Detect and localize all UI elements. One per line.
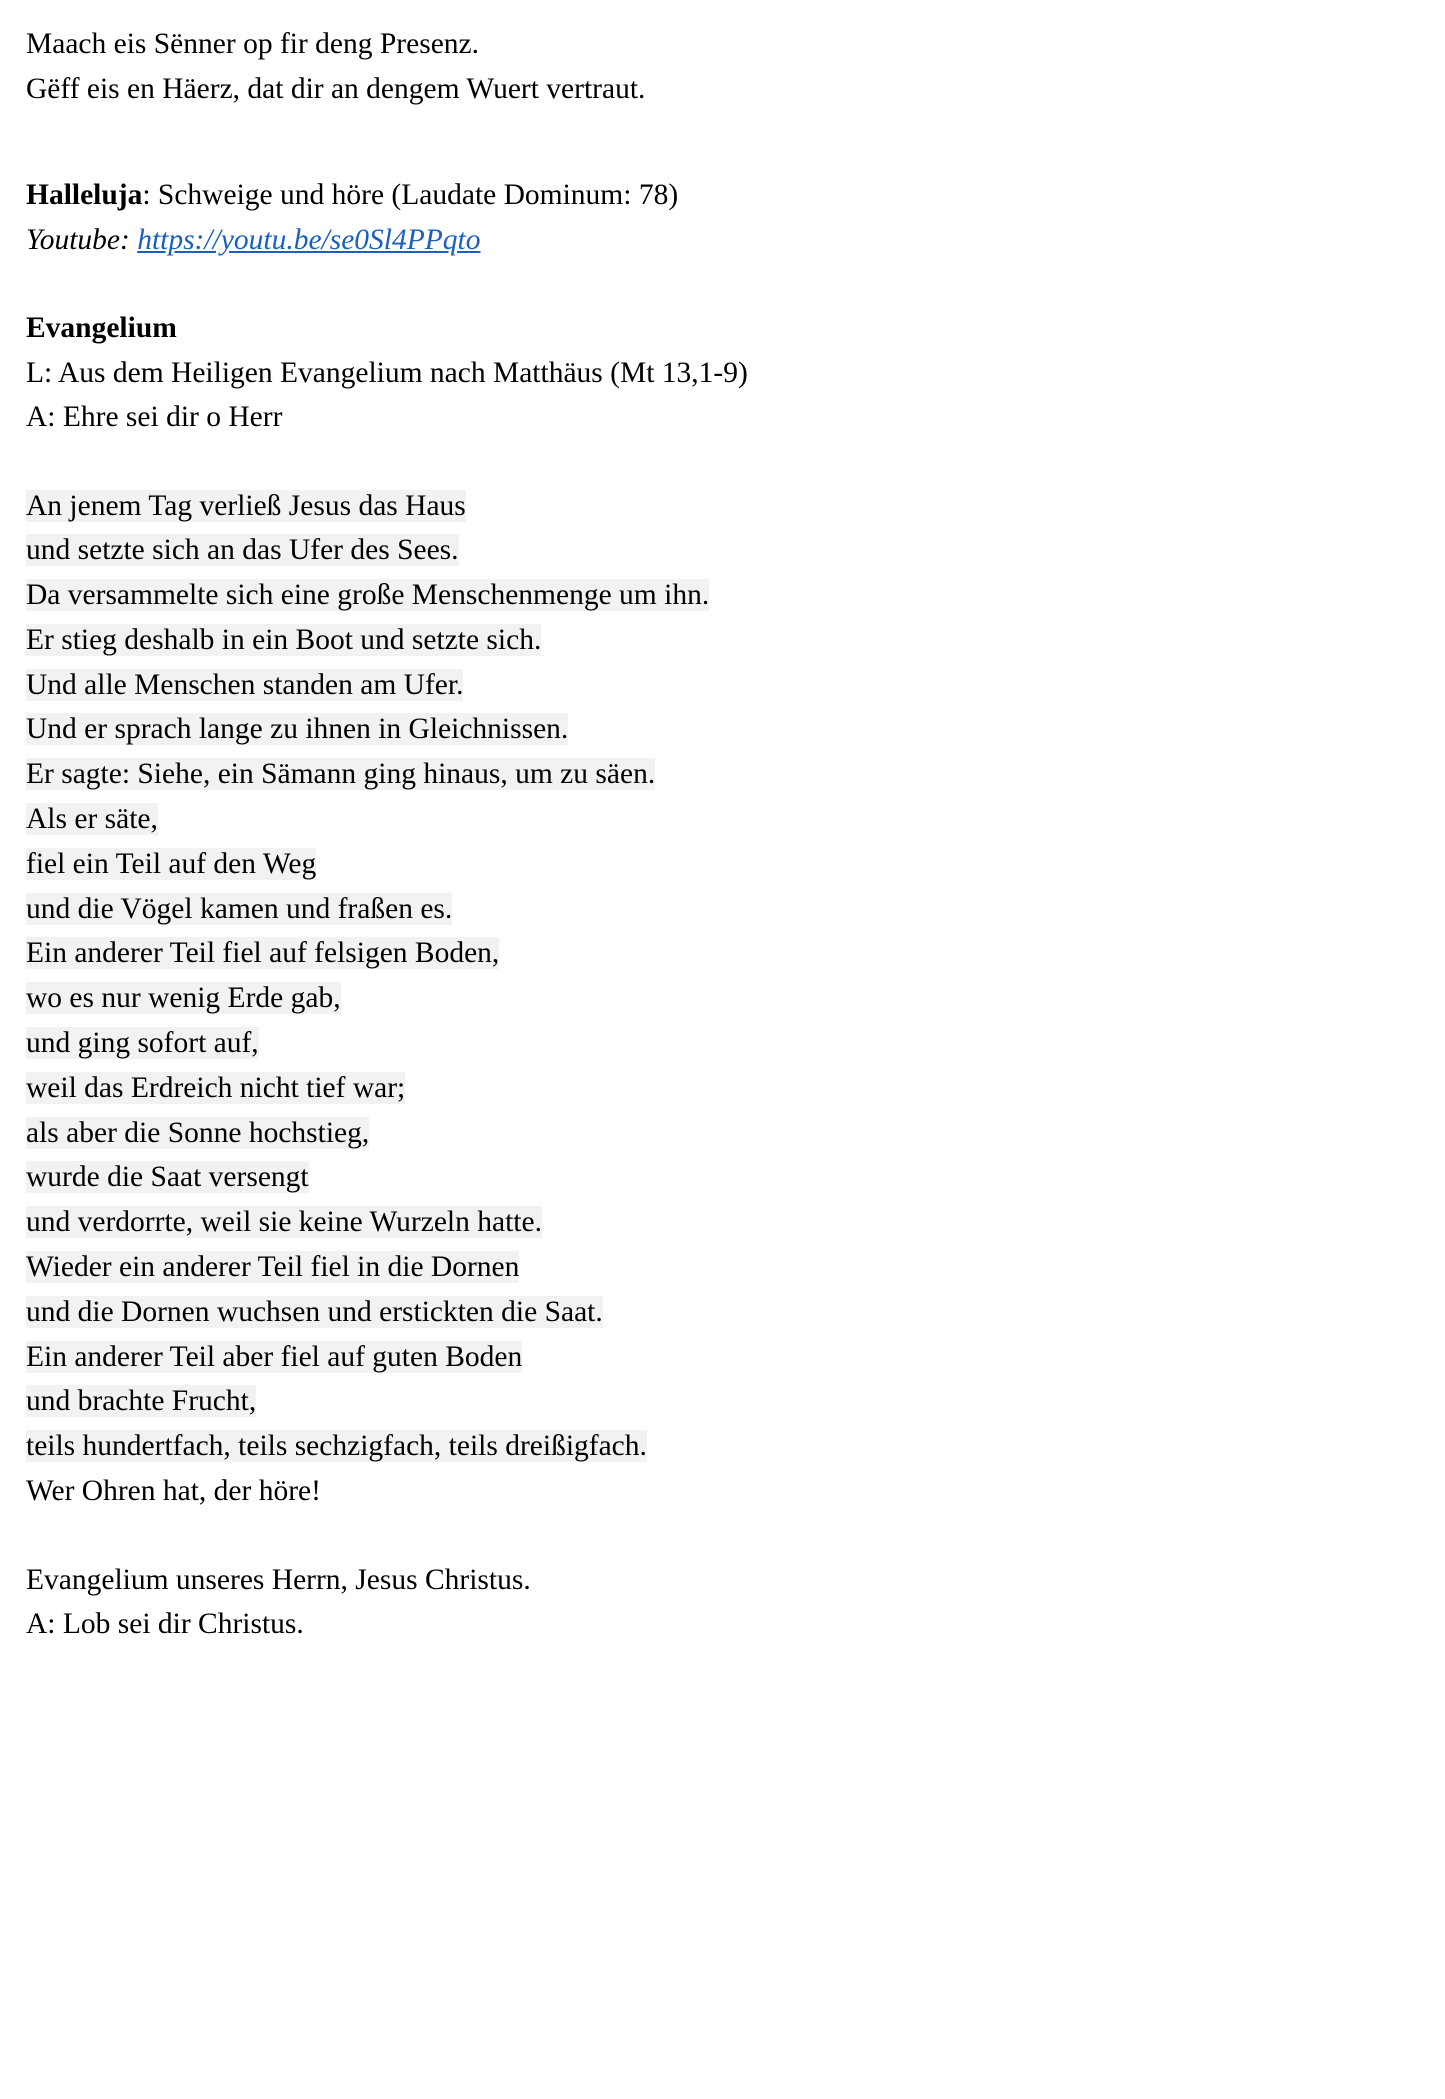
gospel-line-text: und die Dornen wuchsen und erstickten die Saat. [26, 1295, 603, 1328]
gospel-line-text: Und alle Menschen standen am Ufer. [26, 668, 464, 701]
gospel-line [26, 797, 1385, 842]
gospel-line [26, 618, 1385, 663]
gospel-line-text: und verdorrte, weil sie keine Wurzeln hatte. [26, 1206, 542, 1239]
gospel-line [26, 1379, 1385, 1424]
gospel-line [26, 1245, 1385, 1290]
gospel-line [26, 707, 1385, 752]
gospel-line-text: und ging sofort auf, [26, 1027, 259, 1060]
gospel-line-text: Und er sprach lange zu ihnen in Gleichnissen. [26, 713, 569, 746]
gospel-closing-1: Evangelium unseres Herrn, Jesus Christus. [26, 1563, 531, 1596]
gospel-line [26, 1335, 1385, 1380]
gospel-line [26, 573, 1385, 618]
gospel-line-text: Er stieg deshalb in ein Boot und setzte sich. [26, 623, 542, 656]
gospel-line-text: Wieder ein anderer Teil fiel in die Dornen [26, 1251, 520, 1284]
gospel-line-text: wo es nur wenig Erde gab, [26, 982, 341, 1015]
opening-prayer [26, 22, 1385, 111]
gospel-line [26, 887, 1385, 932]
youtube-line [26, 218, 1385, 263]
gospel-line [26, 528, 1385, 573]
gospel-line-text: und die Vögel kamen und fraßen es. [26, 892, 453, 925]
halleluja-rest: : Schweige und höre (Laudate Dominum: 78) [142, 179, 679, 211]
halleluja-label: Halleluja [26, 179, 143, 211]
gospel-line-text: teils hundertfach, teils sechzigfach, teils dreißigfach. [26, 1430, 647, 1463]
spacer [26, 440, 1385, 484]
gospel-line-text: und brachte Frucht, [26, 1385, 257, 1418]
gospel-line [26, 1155, 1385, 1200]
gospel-intro-1: L: Aus dem Heiligen Evangelium nach Matthäus (Mt 13,1-9) [26, 356, 748, 389]
gospel-line-text: Er sagte: Siehe, ein Sämann ging hinaus, um zu säen. [26, 758, 656, 791]
gospel-line-text: Als er säte, [26, 803, 158, 836]
opening-line-2: Gëff eis en Häerz, dat dir an dengem Wuert vertraut. [26, 72, 646, 105]
gospel-line-text: als aber die Sonne hochstieg, [26, 1116, 370, 1149]
gospel-line [26, 931, 1385, 976]
gospel-line-text: weil das Erdreich nicht tief war; [26, 1071, 406, 1104]
gospel-line [26, 1021, 1385, 1066]
gospel-line [26, 976, 1385, 1021]
gospel-line [26, 842, 1385, 887]
gospel-text [26, 484, 1385, 1514]
gospel-line [26, 1200, 1385, 1245]
gospel-line-text: Da versammelte sich eine große Menschenmenge um ihn. [26, 579, 710, 612]
gospel-line-text: Ein anderer Teil fiel auf felsigen Boden, [26, 937, 500, 970]
gospel-line-text: Wer Ohren hat, der höre! [26, 1475, 321, 1508]
gospel-line [26, 1424, 1385, 1469]
gospel-line [26, 1469, 1385, 1514]
spacer [26, 111, 1385, 173]
halleluja-section [26, 173, 1385, 262]
gospel-line [26, 1290, 1385, 1335]
gospel-closing-2: A: Lob sei dir Christus. [26, 1608, 304, 1641]
gospel-line-text: fiel ein Teil auf den Weg [26, 847, 317, 880]
youtube-label: Youtube: [26, 223, 130, 256]
spacer [26, 1514, 1385, 1558]
gospel-section [26, 306, 1385, 1647]
gospel-line [26, 1111, 1385, 1156]
gospel-line [26, 663, 1385, 708]
gospel-line [26, 752, 1385, 797]
gospel-intro-2: A: Ehre sei dir o Herr [26, 401, 283, 433]
gospel-line [26, 484, 1385, 529]
gospel-line-text: Ein anderer Teil aber fiel auf guten Boden [26, 1340, 523, 1373]
youtube-link[interactable]: https://youtu.be/se0Sl4PPqto [137, 223, 481, 256]
opening-line-1: Maach eis Sënner op fir deng Presenz. [26, 28, 480, 60]
gospel-line-text: wurde die Saat versengt [26, 1161, 309, 1194]
gospel-line-text: An jenem Tag verließ Jesus das Haus [26, 489, 466, 522]
halleluja-line [26, 173, 1385, 218]
gospel-line-text: und setzte sich an das Ufer des Sees. [26, 534, 459, 567]
gospel-heading: Evangelium [26, 312, 177, 344]
gospel-line [26, 1066, 1385, 1111]
spacer [26, 262, 1385, 306]
